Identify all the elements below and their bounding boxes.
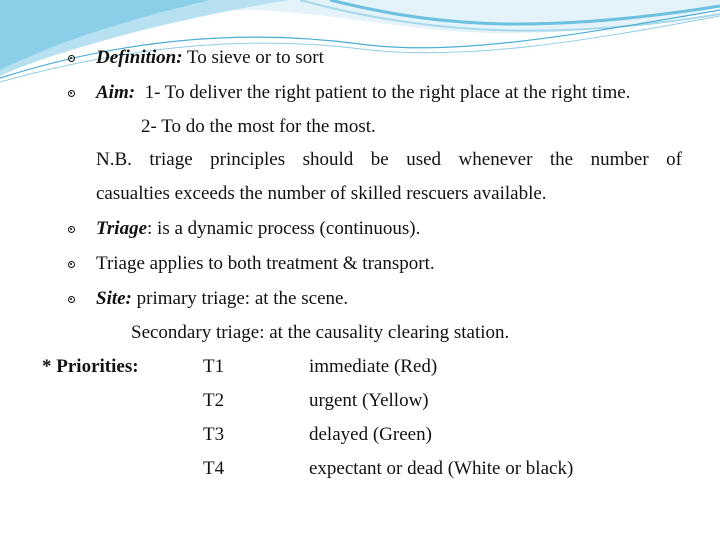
definition-line (96, 47, 324, 69)
triage-term: Triage (96, 218, 148, 239)
bullet-icon (68, 55, 75, 62)
aim-item-1: 1- To deliver the right patient to the right place at the right time. (135, 82, 631, 103)
header-wave-decoration (0, 0, 720, 90)
applies-line: Triage applies to both treatment & transport. (96, 253, 435, 274)
bullet-icon (68, 226, 75, 233)
definition-term: Definition: (96, 47, 183, 68)
nb-line-2: casualties exceeds the number of skilled rescuers available. (96, 183, 547, 204)
priority-code: T4 (203, 458, 225, 479)
priority-code: T2 (203, 390, 225, 411)
priorities-heading: * Priorities: (42, 356, 139, 377)
bullet-icon (68, 296, 75, 303)
bullet-icon (68, 261, 75, 268)
priority-code: T1 (203, 356, 225, 377)
priority-code: T3 (203, 424, 225, 445)
bullet-icon (68, 90, 75, 97)
priority-label: urgent (Yellow) (309, 390, 429, 411)
aim-item-2: 2- To do the most for the most. (141, 116, 376, 137)
site-term: Site: (96, 288, 132, 309)
nb-line-1: N.B. triage principles should be used whenever the number of (96, 149, 682, 170)
site-line (96, 288, 348, 310)
priority-label: immediate (Red) (309, 356, 438, 377)
site-secondary: Secondary triage: at the causality clearing station. (131, 322, 510, 343)
priority-label: delayed (Green) (309, 424, 432, 445)
priority-label: expectant or dead (White or black) (309, 458, 574, 479)
triage-text: : is a dynamic process (continuous). (147, 218, 421, 239)
triage-line (96, 218, 420, 240)
aim-line (96, 82, 630, 104)
site-text: primary triage: at the scene. (131, 288, 349, 309)
aim-term: Aim: (96, 82, 136, 103)
definition-text: To sieve or to sort (182, 47, 324, 68)
